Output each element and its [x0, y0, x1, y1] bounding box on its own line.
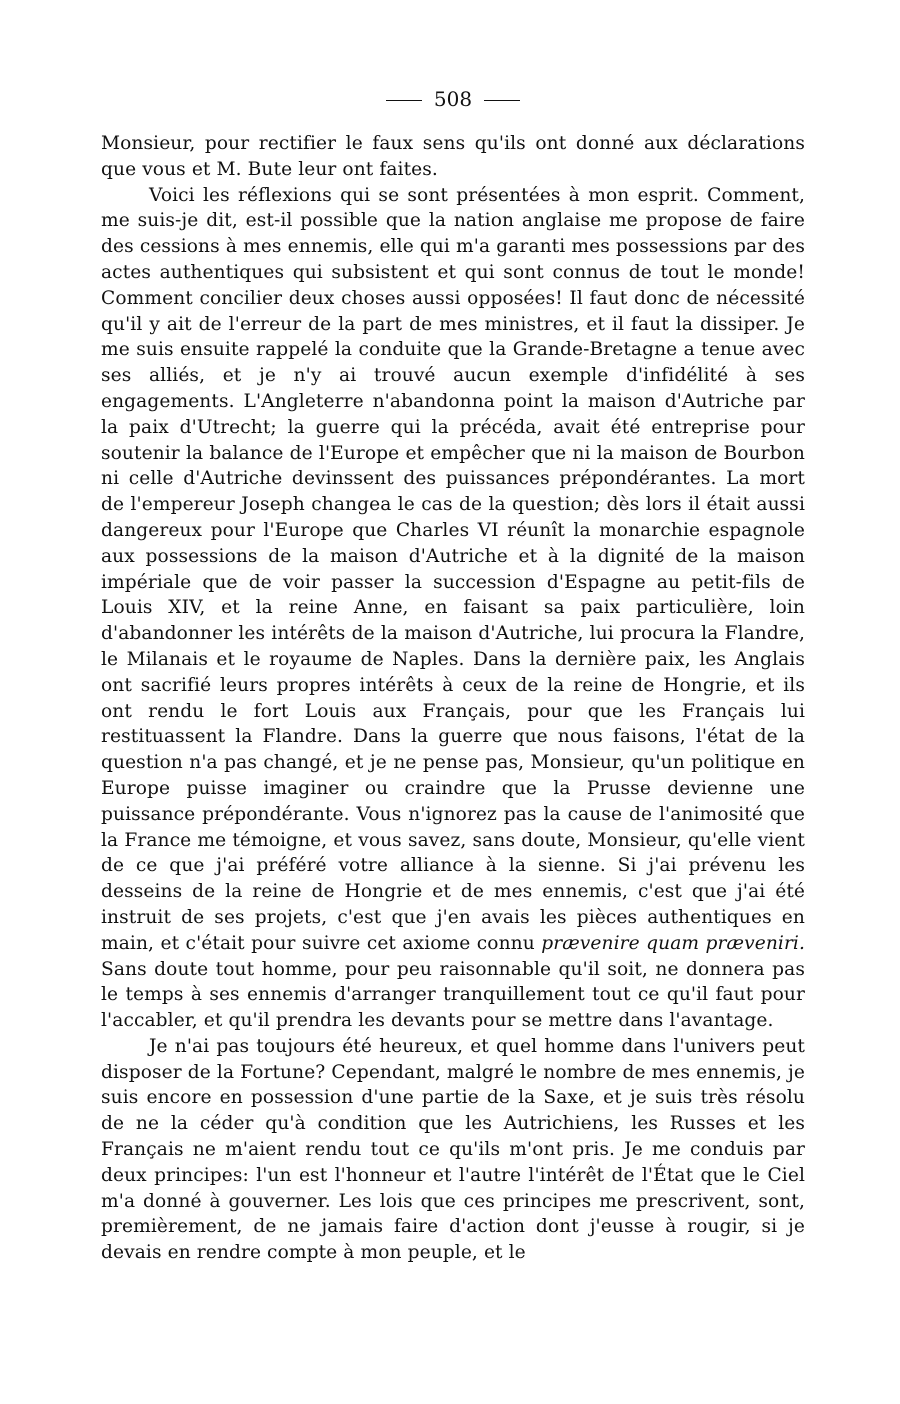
page-header — [101, 86, 805, 112]
paragraph — [101, 1034, 805, 1266]
page-number: 508 — [433, 87, 473, 111]
paragraph — [101, 131, 805, 183]
paragraph-text: Je n'ai pas toujours été heureux, et quel homme dans l'univers peut disposer de la Fortune? Cependant, malgré le nombre de mes ennemis, je suis encore en possession d'une partie de la Saxe, et je suis très résolu de ne la céder qu'à condition que les Autrichiens, les Russes et les Français ne m'aient rendu tout ce qu'ils m'ont pris. Je me conduis par deux principes: l'un est l'honneur et l'autre l'intérêt de l'État que le Ciel m'a donné à gouverner. Les lois que ces principes me prescrivent, sont, premièrement, de ne jamais faire d'action dont j'eusse à rougir, si je devais en rendre compte à mon peuple, et le — [101, 1035, 805, 1264]
header-dash-left — [386, 100, 422, 101]
paragraph-text: Monsieur, pour rectifier le faux sens qu'ils ont donné aux déclarations que vous et M. Bute leur ont faites. — [101, 133, 805, 180]
paragraph — [101, 183, 805, 1034]
paragraph-text: Voici les réflexions qui se sont présentées à mon esprit. Comment, me suis-je dit, est-il possible que la nation anglaise me propose de faire des cessions à mes ennemis, elle qui m'a garanti mes possessions par des actes authentiques qui subsistent et qui sont connus de tout le monde! Comment concilier deux choses aussi opposées! Il faut donc de nécessité qu'il y ait de l'erreur de la part de mes ministres, et il faut la dissiper. Je me suis ensuite rappelé la conduite que la Grande-Bretagne a tenue avec ses alliés, et je n'y ai trouvé aucun exemple d'infidélité à ses engagements. L'Angleterre n'abandonna point la maison d'Autriche par la paix d'Utrecht; la guerre qui la précéda, avait été entreprise pour soutenir la balance de l'Europe et empêcher que ni la maison de Bourbon ni celle d'Autriche devinssent des puissances prépondérantes. La mort de l'empereur Joseph changea le cas de la question; dès lors il était aussi dangereux pour l'Europe que Charles VI réunît la monarchie espagnole aux possessions de la maison d'Autriche et à la dignité de la maison impériale que de voir passer la succession d'Espagne au petit-fils de Louis XIV, et la reine Anne, en faisant sa paix particulière, loin d'abandonner les intérêts de la maison d'Autriche, lui procura la Flandre, le Milanais et le royaume de Naples. Dans la dernière paix, les Anglais ont sacrifié leurs propres intérêts à ceux de la reine de Hongrie, et ils ont rendu le fort Louis aux Français, pour que les Français lui restituassent la Flandre. Dans la guerre que nous faisons, l'état de la question n'a pas changé, et je ne pense pas, Monsieur, qu'un politique en Europe puisse imaginer ou craindre que la Prusse devienne une puissance prépondérante. Vous n'ignorez pas la cause de l'animosité que la France me témoigne, et vous savez, sans doute, Monsieur, qu'elle vient de ce que j'ai préféré votre alliance à la sienne. Si j'ai prévenu les desseins de la reine de Hongrie et de mes ennemis, c'est que j'ai été instruit de ses projets, c'est que j'en avais les pièces authentiques en main, et c'était pour suivre cet axiome connu — [101, 184, 805, 954]
header-dash-right — [484, 100, 520, 101]
paragraph-text: Sans doute tout homme, pour peu raisonnable qu'il soit, ne donnera pas le temps à ses ennemis d'arranger tranquillement tout ce qu'il faut pour l'accabler, et qu'il prendra les devants pour se mettre dans l'avantage. — [101, 958, 805, 1032]
italic-phrase: prævenire quam præveniri. — [541, 932, 805, 954]
body-text — [101, 131, 805, 1266]
